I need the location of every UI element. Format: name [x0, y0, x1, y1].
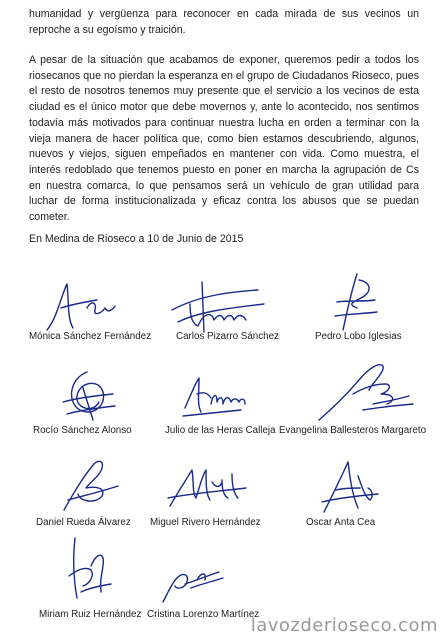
signatory-name: Rocío Sánchez Alonso	[33, 425, 132, 436]
handwritten-signature	[312, 456, 382, 516]
signatory-name: Miguel Rivero Hernández	[150, 517, 261, 528]
handwritten-signature	[157, 558, 237, 606]
dateline: En Medina de Rioseco a 10 de Junio de 2015	[29, 233, 244, 245]
signatory-name: Evangelina Ballesteros Margareto	[279, 425, 427, 436]
paragraph-2: A pesar de la situación que acabamos de exponer, queremos pedir a todos los riosecanos que no pierdan la esperanza en el grupo de Ciudadanos Rioseco, pues el resto de nosotros tenemos muy presente que el servicio a los vecinos de esta ciudad es el único motor que debe movernos y, ante lo acontecido, nos sentimos todavía más motivados para continuar nuestra lucha en orden a terminar con la vieja manera de hacer política que, como bien estamos descubriendo, algunos, nuevos y viejos, siguen empeñados en mantener con vida. Como muestra, el interés redoblado que tenemos puesto en poner en marcha la agrupación de Cs en nuestra comarca, lo que pensamos será un vehículo de gran utilidad para luchar de forma institucionalizada y eficaz contra los abusos que se puedan cometer.	[29, 54, 419, 224]
handwritten-signature	[313, 360, 423, 426]
handwritten-signature	[39, 278, 129, 338]
signatory-name: Cristina Lorenzo Martínez	[147, 609, 260, 620]
handwritten-signature	[162, 462, 252, 516]
handwritten-signature	[61, 536, 121, 606]
watermark: lavozderioseco.com	[250, 615, 438, 636]
handwritten-signature	[177, 374, 257, 424]
signatory-name: Oscar Anta Cea	[306, 517, 376, 528]
signatory-name: Daniel Rueda Álvarez	[36, 517, 131, 528]
signatory-name: Mónica Sánchez Fernández	[29, 331, 151, 342]
handwritten-signature	[168, 282, 268, 337]
paragraph-1: humanidad y vergüenza para reconocer en cada mirada de sus vecinos un reproche a su egoísmo y traición.	[29, 8, 419, 36]
handwritten-signature	[327, 272, 387, 334]
signatory-name: Miriam Ruiz Hernández	[39, 609, 142, 620]
handwritten-signature	[53, 368, 123, 426]
signatory-name: Pedro Lobo Iglesias	[315, 331, 402, 342]
signatory-name: Carlos Pizarro Sánchez	[176, 331, 279, 342]
handwritten-signature	[56, 456, 126, 516]
signatory-name: Julio de las Heras Calleja	[165, 425, 276, 436]
